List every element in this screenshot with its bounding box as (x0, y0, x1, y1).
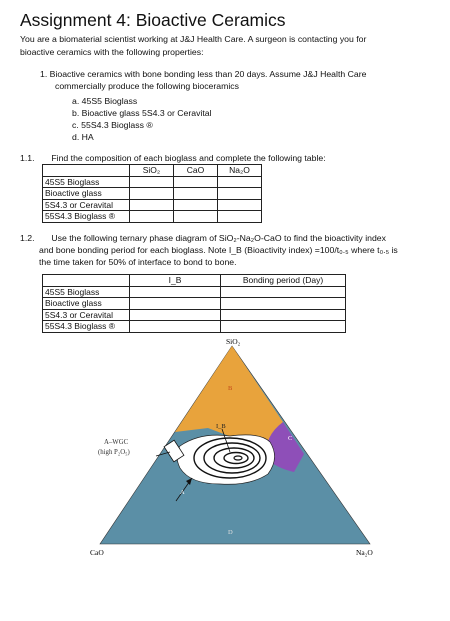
table-row-label: 55S4.3 Bioglass ® (43, 321, 130, 333)
table-cell[interactable] (130, 321, 221, 333)
requirement-line-1: 1. Bioactive ceramics with bone bonding less than 20 days. Assume J&J Health Care (40, 69, 367, 79)
table-cell[interactable] (130, 309, 221, 321)
table-header-cell: SiO₂ (130, 165, 174, 177)
question-number: 1.1. (20, 153, 35, 163)
table-header-cell: CaO (174, 165, 218, 177)
a-wgc-label: A–WGC (104, 439, 129, 446)
table-cell[interactable] (218, 211, 262, 223)
ib-label: I_B (216, 423, 226, 430)
region-d-label: D (228, 529, 233, 536)
question-1-2 (20, 232, 398, 268)
region-c-label: C (288, 435, 293, 442)
table-cell[interactable] (221, 321, 346, 333)
a-wgc-sublabel: (high P₂O₅) (98, 449, 130, 456)
question-text-line-3: the time taken for 50% of interface to bond to bone. (39, 257, 237, 267)
table-cell[interactable] (218, 188, 262, 200)
table-row (43, 309, 346, 321)
apex-right-label: Na₂O (356, 548, 373, 557)
table-cell[interactable] (174, 199, 218, 211)
table-cell[interactable] (130, 188, 174, 200)
requirement-item-1 (40, 68, 366, 92)
bioceramic-item-c: c. 55S4.3 Bioglass ® (72, 120, 153, 130)
table-header-row (43, 165, 262, 177)
table-row (43, 298, 346, 310)
composition-table (42, 164, 262, 223)
bioactivity-table (42, 274, 346, 333)
table-header-cell: Bonding period (Day) (221, 275, 346, 287)
question-text-line-1: Use the following ternary phase diagram of SiO₂-Na₂O-CaO to find the bioactivity index (51, 233, 386, 243)
table-header-cell (43, 275, 130, 287)
table-cell[interactable] (174, 211, 218, 223)
table-row-label: 45S5 Bioglass (43, 286, 130, 298)
bioceramic-item-b: b. Bioactive glass 5S4.3 or Ceravital (72, 108, 212, 118)
question-text: Find the composition of each bioglass and complete the following table: (51, 153, 326, 163)
bioceramic-item-d: d. HA (72, 132, 94, 142)
table-row (43, 286, 346, 298)
table-row (43, 321, 346, 333)
table-cell[interactable] (174, 176, 218, 188)
region-a-label: A (180, 489, 185, 496)
table-cell[interactable] (221, 286, 346, 298)
intro-paragraph (20, 33, 366, 58)
table-row (43, 188, 262, 200)
region-b-label: B (228, 385, 233, 392)
apex-top-label: SiO₂ (226, 337, 241, 346)
table-cell[interactable] (174, 188, 218, 200)
table-row-label: Bioactive glass (43, 188, 130, 200)
table-row (43, 176, 262, 188)
table-header-row (43, 275, 346, 287)
table-header-cell (43, 165, 130, 177)
table-cell[interactable] (221, 298, 346, 310)
bioceramic-item-a: a. 45S5 Bioglass (72, 96, 138, 106)
requirement-line-2: commercially produce the following bioceramics (55, 81, 239, 91)
table-cell[interactable] (130, 286, 221, 298)
table-row (43, 211, 262, 223)
intro-line-2: bioactive ceramics with the following properties: (20, 46, 204, 57)
page-title: Assignment 4: Bioactive Ceramics (20, 10, 286, 30)
table-row (43, 199, 262, 211)
table-row-label: 5S4.3 or Ceravital (43, 309, 130, 321)
ternary-phase-diagram (80, 336, 420, 566)
question-1-1 (20, 152, 326, 164)
table-cell[interactable] (130, 298, 221, 310)
table-cell[interactable] (218, 199, 262, 211)
bioceramic-list (72, 95, 212, 143)
table-cell[interactable] (130, 211, 174, 223)
table-header-cell: Na₂O (218, 165, 262, 177)
table-cell[interactable] (130, 199, 174, 211)
table-row-label: 45S5 Bioglass (43, 176, 130, 188)
apex-left-label: CaO (90, 548, 104, 557)
region-b-area (175, 346, 283, 444)
table-cell[interactable] (221, 309, 346, 321)
table-row-label: 5S4.3 or Ceravital (43, 199, 130, 211)
question-number: 1.2. (20, 233, 35, 243)
table-cell[interactable] (130, 176, 174, 188)
table-row-label: 55S4.3 Bioglass ® (43, 211, 130, 223)
question-text-line-2: and bone bonding period for each bioglass. Note I_B (Bioactivity index) =100/t₀.₅ where t₀.₅ is (39, 245, 398, 255)
table-header-cell: I_B (130, 275, 221, 287)
table-row-label: Bioactive glass (43, 298, 130, 310)
intro-line-1: You are a biomaterial scientist working at J&J Health Care. A surgeon is contacting you for (20, 34, 367, 44)
table-cell[interactable] (218, 176, 262, 188)
